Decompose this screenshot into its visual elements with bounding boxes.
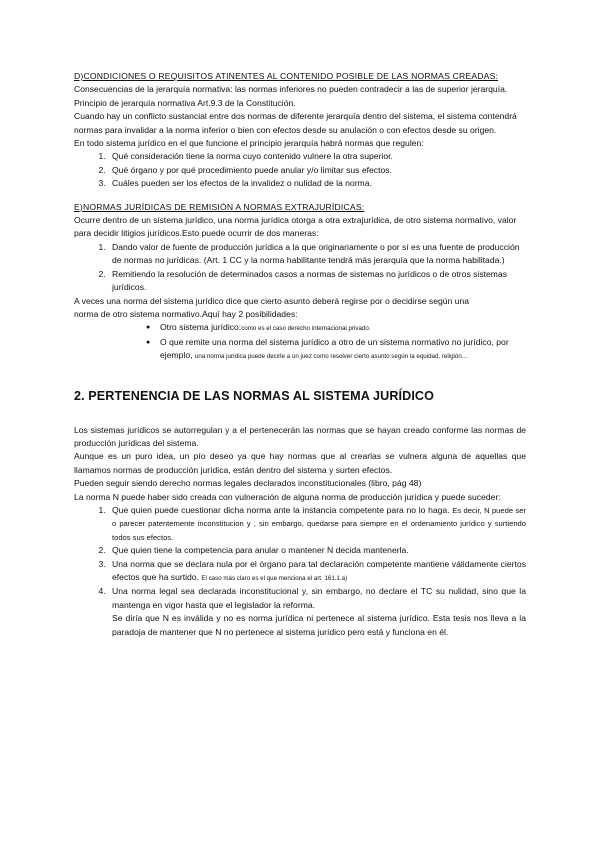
section-e-list [74, 241, 526, 295]
section-2-closing: Se diría que N es inválida y no es norma jurídica ni pertenece al sistema jurídico. Esta tesis nos lleva a la paradoja de mantener que N no pertenece al sistema jurídico pero está y funciona en él. [112, 613, 526, 637]
list-item: 1. Qué consideración tiene la norma cuyo contenido vulnere la otra superior. [108, 150, 526, 163]
list-item: 2. Qué órgano y por qué procedimiento puede anular y/o limitar sus efectos. [108, 164, 526, 177]
list-item: 2. Remitiendo la resolución de determinados casos a normas de sistemas no jurídicos o de otros sistemas jurídicos. [108, 268, 526, 295]
list-item [108, 558, 526, 586]
section-d-line: Consecuencias de la jerarquía normativa: las normas inferiores no pueden contradecir a las de superior jerarquía. [74, 84, 508, 95]
section-d-line: En todo sistema jurídico en el que funcione el principio jerarquía habrá normas que regulen: [74, 138, 424, 149]
section-2-list [74, 504, 526, 612]
section-2-paragraph: La norma N puede haber sido creada con vulneración de alguna norma de producción jurídica y puede suceder: [74, 491, 501, 502]
list-item [108, 504, 526, 544]
bullet-item [160, 321, 526, 335]
item-small: El caso más claro es el que menciona el art. 161.1.a) [201, 575, 348, 582]
bullet-item [160, 336, 526, 364]
list-item: 3. Cuáles pueden ser los efectos de la invalidez o nulidad de la norma. [108, 177, 526, 190]
section-e-heading: E)NORMAS JURÍDICAS DE REMISIÓN A NORMAS EXTRAJURÍDICAS: [74, 201, 365, 212]
bullet-small: como es el caso derecho internacional privado. [241, 325, 371, 333]
item-main: Una norma legal sea declarada inconstitucional y, sin embargo, no declare el TC su nulidad, sino que la mantenga en vigor hasta que el legislador la reforma. [112, 586, 526, 610]
bullet-small: una norma jurídica puede decirle a un juez como resolver cierto asunto según la equidad, religión… [194, 353, 468, 361]
section-e-intro: Ocurre dentro de un sistema jurídico, una norma jurídica otorga a otra extrajurídica, de otro sistema normativo, valor para decidir litigios jurídicos.Esto puede ocurrir de dos maneras: [74, 215, 517, 239]
section-d-line: Cuando hay un conflicto sustancial entre dos normas de diferente jerarquía dentro del sistema, el sistema contendrá normas para invalidar a la norma inferior o bien con efectos desde su anulación o con efectos desde su origen. [74, 111, 517, 135]
section-2-title: 2. PERTENENCIA DE LAS NORMAS AL SISTEMA JURÍDICO [74, 388, 435, 403]
section-2-paragraph: Pueden seguir siendo derecho normas legales declarados inconstitucionales (libro, pág 48) [74, 478, 422, 489]
item-main: Que quien tiene la competencia para anular o mantener N decida mantenerla. [112, 545, 409, 556]
section-e-line: norma de otro sistema normativo.Aquí hay 2 posibilidades: [74, 308, 298, 319]
section-d-heading: D)CONDICIONES O REQUISITOS ATINENTES AL CONTENIDO POSIBLE DE LAS NORMAS CREADAS: [74, 71, 499, 81]
bullet-main: Otro sistema jurídico: [160, 322, 242, 333]
list-item [108, 544, 526, 557]
list-item: 1. Dando valor de fuente de producción jurídica a la que originariamente o por sí es una fuente de producción de normas no jurídicas. (Art. 1 CC y la norma habilitante tendrá más jerarquía que la norma habilitada.) [108, 241, 526, 268]
section-d-line: Principio de jerarquía normativa Art.9.3 de la Constitución. [74, 97, 296, 108]
section-d-list [74, 150, 526, 190]
item-small: Es decir, N puede ser o parecer patentemente inconstitucion y , sin embargo, quedarse para siempre en el ordenamiento jurídico y surtiendo todos sus efectos. [112, 505, 527, 542]
section-2-paragraph: Aunque es un puro idea, un pío deseo ya que hay normas que al crearlas se vulnera alguna de aquellas que llamamos normas de producción jurídica, están dentro del sistema y surten efectos. [74, 451, 526, 475]
section-2-paragraph: Los sistemas jurídicos se autorregulan y a el pertenecerán las normas que se hayan creado conforme las normas de producción jurídicas del sistema. [74, 424, 526, 448]
item-main: Una norma que se declara nula por el órgano para tal declaración competente mantiene válidamente ciertos efectos que ha surtido. [112, 558, 526, 582]
item-main: Que quien puede cuestionar dicha norma ante la instancia competente para no lo haga. [112, 504, 450, 515]
section-e-bullets [74, 321, 526, 363]
bullet-main: O que remite una norma del sistema jurídico a otro de un sistema normativo no jurídico, por ejemplo, [160, 336, 509, 361]
document-body [74, 70, 526, 639]
list-item [108, 585, 526, 612]
section-e-line: A veces una norma del sistema jurídico dice que cierto asunto deberá regirse por o decidirse según una [74, 295, 470, 306]
